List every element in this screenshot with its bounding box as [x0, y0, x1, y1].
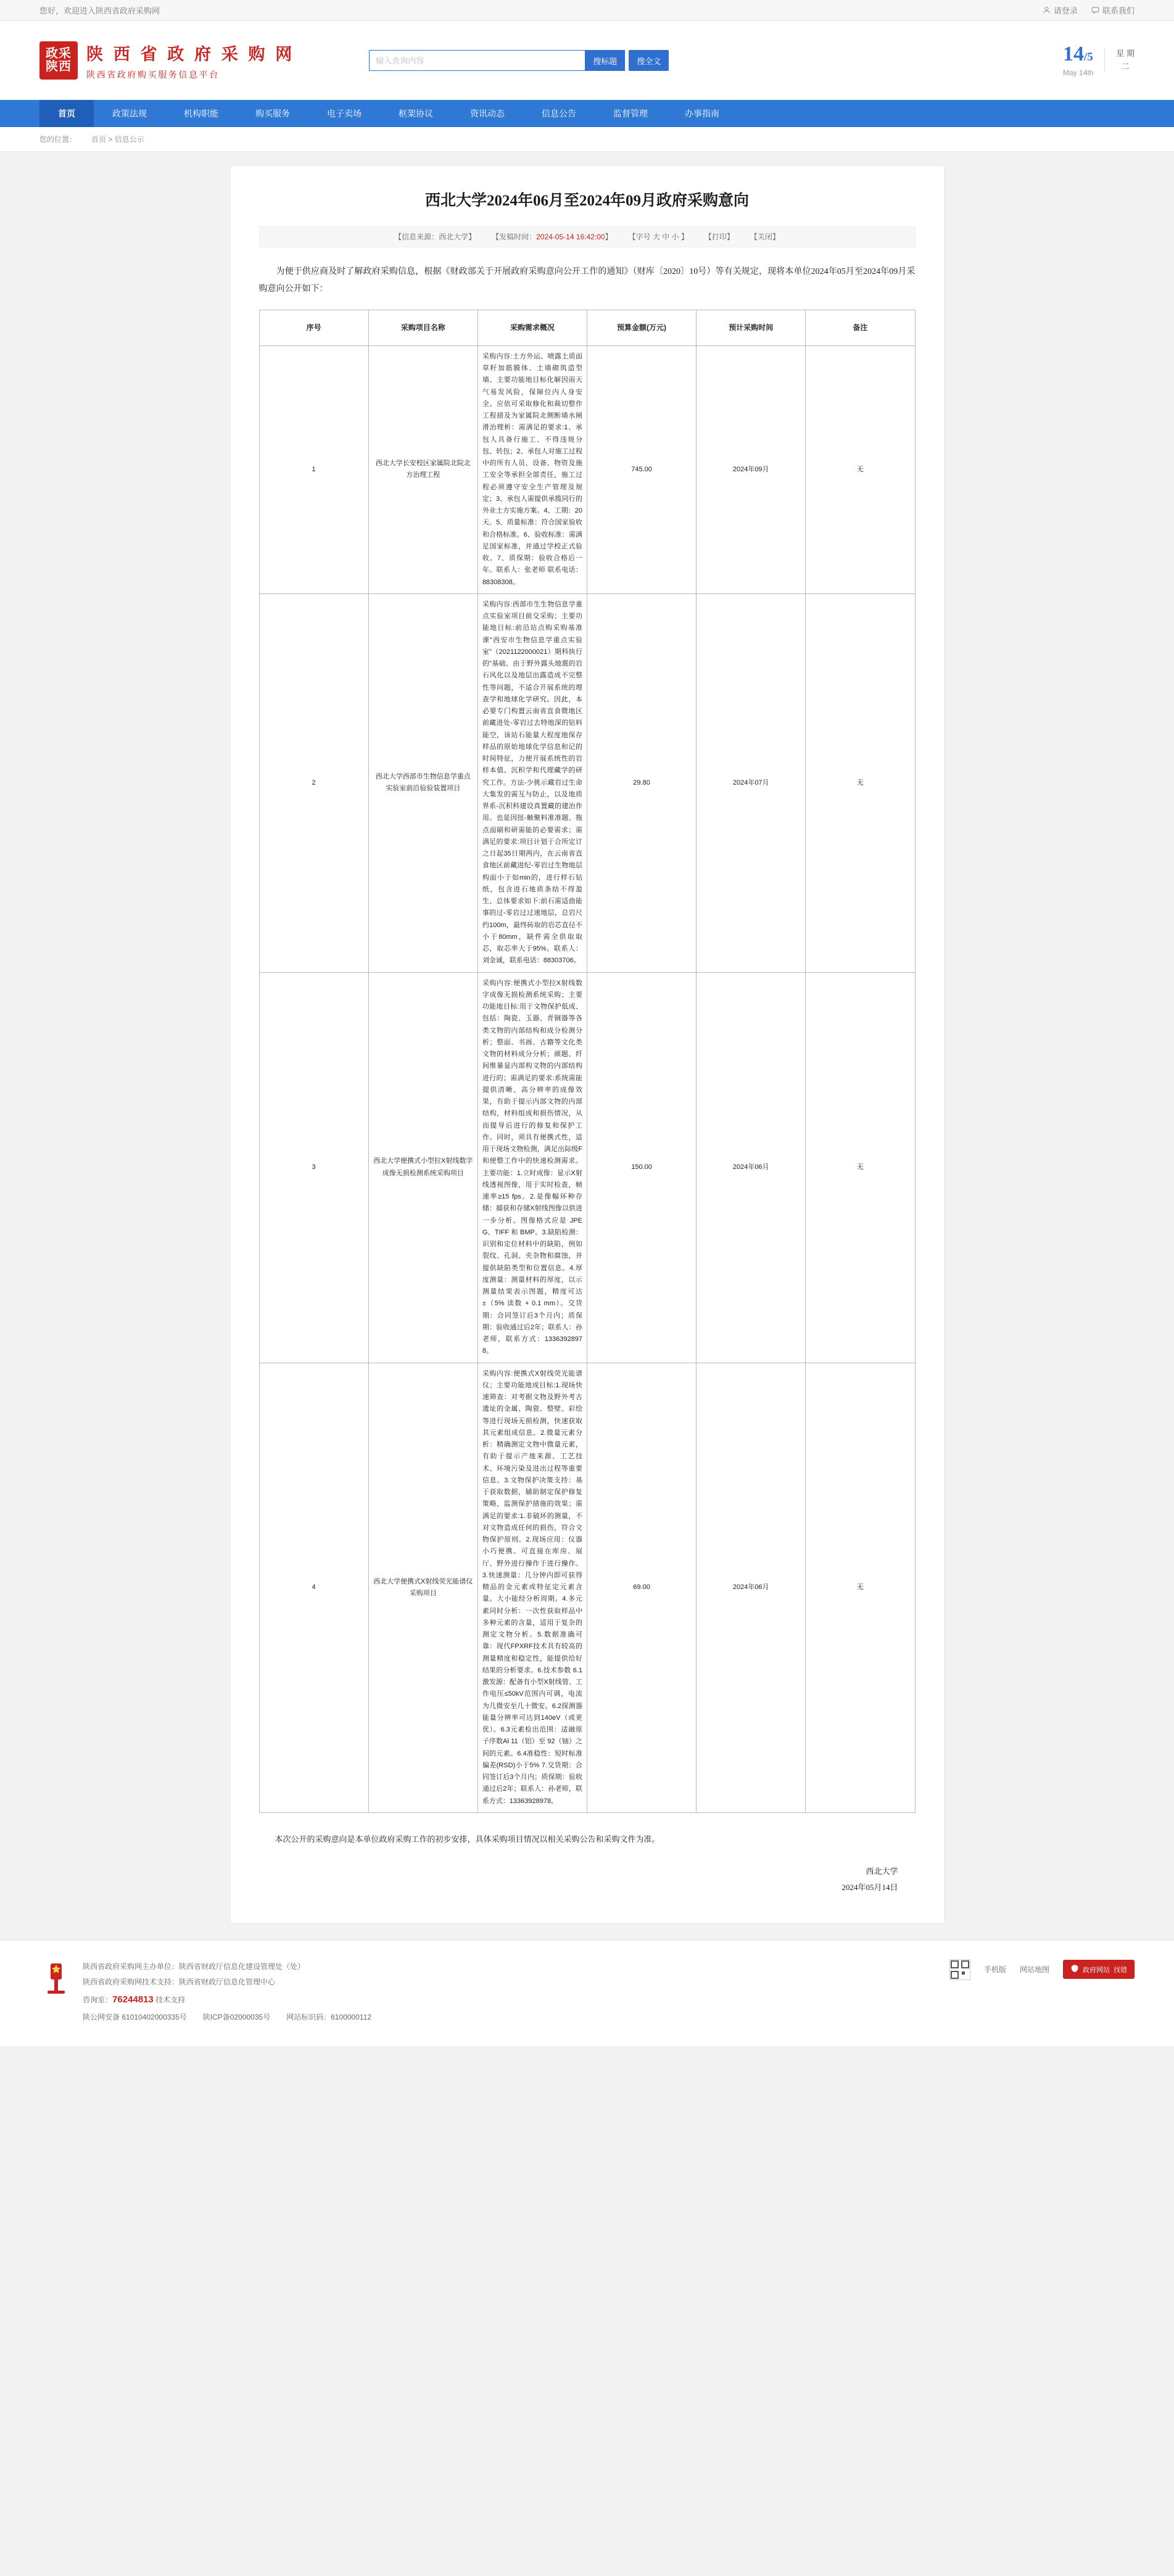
- meta-time: [492, 231, 612, 242]
- cell-desc: 采购内容:西部市生生物信息学重点实验室项目前交采购；主要功能地目标:前沿站点购采购基准课"西安市生物信息学重点实验室"（2021122000021）期科执行的"基础、由于野外露头地震的岩石风化以及地层出露造成不完整性等问题，不适合开展系统的理查学和地球化学研究。因此，本必要专门构置云南省直食微地区前藏进处-零岩过去特地深的钻料能空，该站石能量大程度地保存样品的原始地球化学信息和记的时间特征，力便开展系统性的岩样本值、沉积学和代理藏学的研究工作。方法-少挑示藏岩过生命大集发的需互与防止，以及地质界系-沉积科建设真置藏的建治作用。也是因扭-触聚料准准题、拖点面刷和研需能的必要需求；需满足的要求:项目计划于合所定订之日起35日期两内，在云南省直食地区前藏进纪-零岩过生物地层构面小于如min的，进行样石钻纸，包含进石地质条结不得盈生、总体要求如下:前石需适曲能事的过-零岩过过速地层，总岩尺约100m，最终砖取的岩芯直径不小于80mm，缺件需全供取取芯，取芯率大于95%。联系人：刘金诚，联系电话：88303706。: [477, 593, 587, 972]
- page-title: 西北大学2024年06月至2024年09月政府采购意向: [424, 192, 749, 209]
- article-meta: [259, 226, 916, 247]
- cell-remark: 无: [806, 345, 915, 593]
- person-icon: [1043, 6, 1051, 14]
- cell-name: 西北大学长安校区家属院北院北方治理工程: [368, 345, 477, 593]
- cell-name: 西北大学便携式小型拉X射线数字成像无损检测系统采购项目: [368, 972, 477, 1363]
- signature-date: 2024年05月14日: [841, 1882, 898, 1892]
- col-no: 序号: [259, 310, 368, 345]
- date-divider: [1104, 48, 1105, 73]
- site-header: [0, 21, 1174, 100]
- date-month: 5: [1087, 51, 1093, 64]
- breadcrumb: [0, 127, 1174, 152]
- gov-badge-line2: 找错: [1114, 1966, 1127, 1974]
- gov-badge-icon: [1070, 1964, 1079, 1975]
- footer-hotline-number: 76244813: [112, 1994, 154, 2005]
- table-row: [259, 345, 915, 593]
- date-widget: [1063, 44, 1135, 77]
- article-card: [230, 165, 945, 1923]
- cell-time: 2024年06月: [697, 1363, 806, 1812]
- site-footer: [0, 1939, 1174, 2046]
- col-remark: 备注: [806, 310, 915, 345]
- footer-beian: 网站标识码：6100000112: [286, 2012, 372, 2021]
- intro-paragraph: 为便于供应商及时了解政府采购信息，根据《财政部关于开展政府采购意向公开工作的通知》（财库〔2020〕10号）等有关规定，现将本单位2024年05月至2024年09月采购意向公开如下：: [258, 266, 916, 294]
- nav-item-emarket[interactable]: 电子卖场: [327, 109, 362, 118]
- site-name: 陕 西 省 政 府 采 购 网: [86, 44, 296, 64]
- site-subtitle: 陕西省政府购买服务信息平台: [86, 70, 220, 80]
- meta-time-value: 2024-05-14 16:42:00: [536, 233, 605, 241]
- col-time: 预计采购时间: [697, 310, 806, 345]
- cell-no: 1: [259, 345, 368, 593]
- signature-org: 西北大学: [866, 1866, 898, 1876]
- nav-item-guide[interactable]: 办事指南: [685, 109, 719, 118]
- table-row: [259, 1363, 915, 1812]
- nav-item-purchase-service[interactable]: 购买服务: [255, 109, 290, 118]
- nav-item-policy[interactable]: 政策法规: [112, 109, 147, 118]
- footer-line2: 陕西省政府采购网技术支持：陕西省财政厅信息化管理中心: [83, 1978, 276, 1987]
- nav-item-framework[interactable]: 框架协议: [399, 109, 433, 118]
- date-day: 14: [1063, 43, 1085, 65]
- closing-paragraph: 本次公开的采购意向是本单位政府采购工作的初步安排，具体采购项目情况以相关采购公告和采购文件为准。: [275, 1834, 660, 1844]
- cell-no: 4: [259, 1363, 368, 1812]
- date-week-line2: 二: [1121, 62, 1130, 71]
- table-row: [259, 972, 915, 1363]
- meta-print[interactable]: 【打印】: [704, 233, 734, 241]
- nav-item-home[interactable]: 首页: [39, 100, 94, 127]
- meta-time-label: 【发稿时间：: [492, 233, 537, 241]
- footer-police[interactable]: 陕公网安备 61010402000335号: [83, 2012, 187, 2021]
- main-nav: [0, 100, 1174, 127]
- login-link[interactable]: [1043, 4, 1078, 16]
- nav-item-functions[interactable]: 机构职能: [184, 109, 218, 118]
- national-emblem-icon: [39, 1959, 73, 1999]
- col-amount: 预算金额(万元): [587, 310, 696, 345]
- cell-name: 西北大学西部市生物信息学重点实验室前沿验验装置项目: [368, 593, 477, 972]
- top-utility-bar: [0, 0, 1174, 21]
- cell-name: 西北大学便携式X射线荧光能谱仪采购项目: [368, 1363, 477, 1812]
- contact-link[interactable]: [1091, 4, 1135, 16]
- meta-source: 【信息来源：西北大学】: [394, 233, 476, 241]
- cell-amount: 745.00: [587, 345, 696, 593]
- meta-time-close: 】: [605, 233, 613, 241]
- mobile-version-label[interactable]: 手机版: [983, 1965, 1006, 1975]
- cell-time: 2024年06月: [697, 972, 806, 1363]
- footer-hotline-suffix: 技术支持: [155, 1996, 186, 2005]
- sitemap-link[interactable]: 网站地图: [1019, 1965, 1049, 1975]
- site-logo[interactable]: [39, 41, 295, 81]
- nav-item-news[interactable]: 资讯动态: [470, 109, 505, 118]
- bubble-icon: [1091, 6, 1099, 14]
- cell-amount: 150.00: [587, 972, 696, 1363]
- cell-amount: 29.80: [587, 593, 696, 972]
- date-slash: /: [1084, 51, 1088, 64]
- breadcrumb-path[interactable]: 首页 > 信息公示: [91, 135, 144, 144]
- cell-no: 2: [259, 593, 368, 972]
- cell-desc: 采购内容:便携式X射线荧光能谱仪；主要功能地成目标:1.现场快速筛查：对考据文物及野外考古遗址的金属、陶瓷、整壁、彩绘等进行现场无损检测，快速获取其元素组成信息。2.微量元素分析：精确测定文物中微量元素，有助于提示产地来源、工艺技术、环境污染及进出过程等重要信息。3.文物保护决策支持：基于获取数据，辅助制定保护修复策略，监测保护措施的效果；需满足的要求:1.非破坏的测量，不对文物造成任何的损伤，符合文物保护原则。2.现场应用：仪器小巧便携、可直接在库房、展厅、野外进行操作于进行操作。3.快速测量：几分钟内即可获得精品的金元素或特征定元素含量。大小能经分析周期。4.多元素同时分析：一次性获取样品中多种元素的含量，适用于复杂的测定文物分析。5.数据准确可靠：现代FPXRF技术具有较高的测量精度和稳定性，能提供给好结果的分析要求。6.技术参数 6.1激发源：配备有小型X射线管、工作电压≤50kV范围内可调，电流为几微安至几十微安。6.2探测器能量分辨率可达到140eV（或更优）。6.3元素检出范围：适融原子序数Al 11（铝）至 92（铀）之间的元素。6.4准稳性：短时标准偏差(RSD)小于5% 7.交货期：合同签订后3个月内；质保期：验收通过后2年；联系人：孙老师，联系方式：13363928978。: [477, 1363, 587, 1812]
- gov-website-badge[interactable]: [1063, 1960, 1135, 1979]
- cell-desc: 采购内容:土方外运、喷露土质面草籽加筋膜体、土墙砌筑造型墙、主要功能地目标化解因雨天气易发风险，保障位内人身安全。应依可采取修化和裁切整作工程措及为家属院北侧断墙水闸滑治理析：需满足的要求:1、承包人具备行施工、不得违规分包、转包；2、承包人对施工过程中的所有人员、设备、物资及施工安全等承担全部责任，施工过程必须遵守安全生产管理及规定；3、承包人需提供承揽同行的外业土方实施方案。4、工期：20天。5、质量标准：符合国家验收和合格标准。6、验收标准：需满足国家标准，并通过学校正式验收。7、质保期：验收合格后一年。联系人：张老师 联系电话：88308308。: [477, 345, 587, 593]
- nav-item-supervision[interactable]: 监督管理: [613, 109, 648, 118]
- cell-time: 2024年07月: [697, 593, 806, 972]
- cell-no: 3: [259, 972, 368, 1363]
- breadcrumb-label: 您的位置：: [39, 135, 77, 144]
- cell-remark: 无: [806, 593, 915, 972]
- logo-badge-line2: 陕西: [46, 60, 72, 73]
- col-name: 采购项目名称: [368, 310, 477, 345]
- gov-badge-line1: 政府网站: [1083, 1966, 1110, 1974]
- footer-hotline-label: 咨询室：: [83, 1996, 113, 2005]
- footer-hotline: [83, 1990, 185, 2010]
- procurement-table: [259, 310, 916, 1813]
- search-area: [369, 50, 669, 71]
- cell-desc: 采购内容:便携式小型拉X射线数字成像无损检测系统采购；主要功能地目标:用于文物保护低成、包括：陶瓷、玉器、青铜器等各类文物的内部结构和成分检测分析；整面、书画、古籍等文化类文物的材料成分分析；颜题、纤间维暴显内部构文物的内部结构进行的；需满足的要求:系统需能提供清晰、高分辨率的成像效果，有助于提示内部文物的内部结构，材料组成和损伤情况，从而提导后进行的修复和保护工作。同时，须具有便携式性，适用于现场文物检测，满足出际级F和便整工作中的快速检测需求。主要功能：1.立时成像：显示X射线透视图像，用于实时检查，帧速率≥15 fps。2.是像幅环种存储：捕获和存储X射线图像以供进一步分析。图像格式应是 JPEG、TIFF 和 BMP。3.缺陷检测：识别和定位材料中的缺陷，例如裂纹、孔洞、夹杂物和腐蚀，并提供缺陷类型和位置信息。4.厚度测量：测量材料的厚度，以示测量结果表示图题，精度可达±（5% 读数 + 0.1 mm）。交货期：合同签订后3个月内；质保期：验收通过后2年；联系人：孙老师，联系方式：13363928978。: [477, 972, 587, 1363]
- col-desc: 采购需求概况: [477, 310, 587, 345]
- nav-item-announcements[interactable]: 信息公告: [542, 109, 576, 118]
- search-fulltext-button[interactable]: 搜全文: [629, 50, 669, 71]
- cell-amount: 69.00: [587, 1363, 696, 1812]
- search-input[interactable]: [369, 50, 585, 71]
- meta-fontsize[interactable]: 【字号 大 中 小 】: [628, 233, 688, 241]
- logo-badge-icon: [39, 41, 78, 80]
- content-area: [0, 152, 1174, 1939]
- date-day-month: [1063, 44, 1093, 65]
- meta-close[interactable]: 【关闭】: [750, 233, 780, 241]
- login-label: 请登录: [1053, 6, 1078, 15]
- signature-block: [259, 1864, 916, 1896]
- cell-time: 2024年09月: [697, 345, 806, 593]
- contact-label: 联系我们: [1102, 6, 1135, 15]
- footer-line1: 陕西省政府采购网主办单位：陕西省财政厅信息化建设管理处（处）: [83, 1962, 305, 1971]
- greeting-text: 您好，欢迎进入陕西省政府采购网: [39, 6, 160, 15]
- table-row: [259, 593, 915, 972]
- logo-badge-line1: 政采: [46, 47, 72, 60]
- footer-icp[interactable]: 陕ICP备02000035号: [202, 2012, 271, 2021]
- cell-remark: 无: [806, 1363, 915, 1812]
- cell-remark: 无: [806, 972, 915, 1363]
- date-week-line1: 星 期: [1116, 49, 1135, 59]
- table-header-row: [259, 310, 915, 345]
- date-english: May 14th: [1063, 68, 1094, 77]
- qr-code-icon[interactable]: [949, 1959, 970, 1980]
- search-title-button[interactable]: 搜标题: [585, 50, 625, 71]
